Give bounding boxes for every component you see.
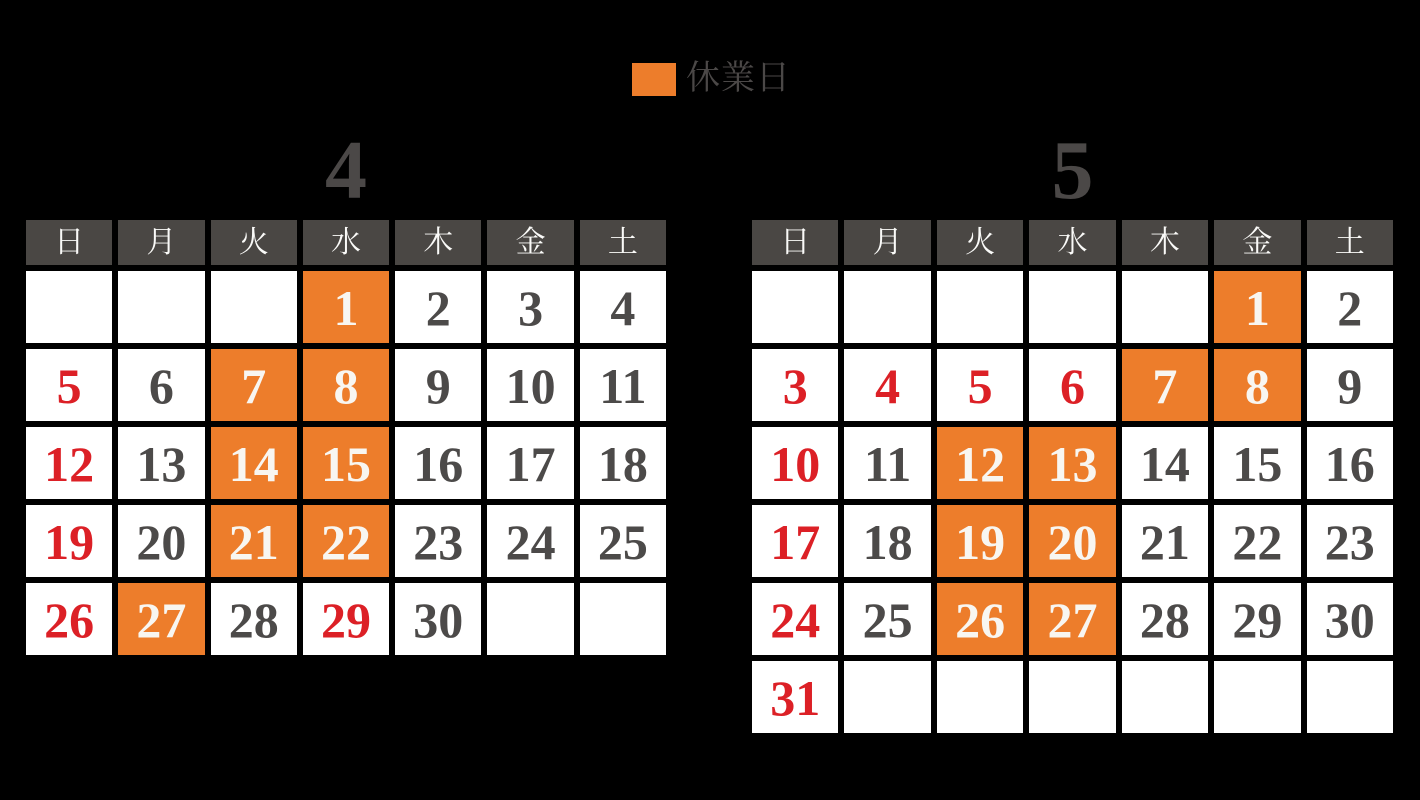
weekday-header: 日 xyxy=(752,220,838,265)
day-cell: 9 xyxy=(1307,349,1393,421)
day-cell: 16 xyxy=(1307,427,1393,499)
day-cell: 1 xyxy=(303,271,389,343)
weekday-header: 土 xyxy=(580,220,666,265)
weekday-header: 火 xyxy=(211,220,297,265)
day-cell: 23 xyxy=(1307,505,1393,577)
day-cell: 5 xyxy=(937,349,1023,421)
empty-cell xyxy=(211,271,297,343)
day-cell: 21 xyxy=(1122,505,1208,577)
weekday-header: 土 xyxy=(1307,220,1393,265)
day-cell: 14 xyxy=(1122,427,1208,499)
day-cell: 26 xyxy=(26,583,112,655)
empty-cell xyxy=(1029,271,1115,343)
empty-cell xyxy=(26,271,112,343)
day-cell: 29 xyxy=(303,583,389,655)
day-cell: 26 xyxy=(937,583,1023,655)
day-cell: 25 xyxy=(580,505,666,577)
weekday-header: 金 xyxy=(487,220,573,265)
day-cell: 14 xyxy=(211,427,297,499)
day-cell: 19 xyxy=(26,505,112,577)
day-cell: 24 xyxy=(752,583,838,655)
day-cell: 30 xyxy=(1307,583,1393,655)
weekday-header: 金 xyxy=(1214,220,1300,265)
day-cell: 23 xyxy=(395,505,481,577)
calendar-april xyxy=(26,220,666,655)
month-title-may: 5 xyxy=(1051,123,1094,217)
day-cell: 3 xyxy=(487,271,573,343)
day-cell: 7 xyxy=(1122,349,1208,421)
empty-cell xyxy=(752,271,838,343)
day-cell: 10 xyxy=(487,349,573,421)
day-cell: 22 xyxy=(303,505,389,577)
empty-cell xyxy=(937,271,1023,343)
day-cell: 10 xyxy=(752,427,838,499)
day-cell: 18 xyxy=(844,505,930,577)
empty-cell xyxy=(487,583,573,655)
day-cell: 12 xyxy=(937,427,1023,499)
day-cell: 15 xyxy=(303,427,389,499)
weekday-header: 月 xyxy=(118,220,204,265)
day-cell: 17 xyxy=(487,427,573,499)
calendar-may xyxy=(752,220,1393,733)
closed-day-legend-label: 休業日 xyxy=(686,60,791,97)
day-cell: 4 xyxy=(844,349,930,421)
day-cell: 8 xyxy=(1214,349,1300,421)
day-cell: 25 xyxy=(844,583,930,655)
day-cell: 13 xyxy=(1029,427,1115,499)
day-cell: 2 xyxy=(395,271,481,343)
weekday-header: 火 xyxy=(937,220,1023,265)
day-cell: 29 xyxy=(1214,583,1300,655)
day-cell: 22 xyxy=(1214,505,1300,577)
day-cell: 28 xyxy=(211,583,297,655)
weekday-header: 水 xyxy=(303,220,389,265)
empty-cell xyxy=(844,661,930,733)
day-cell: 6 xyxy=(118,349,204,421)
day-cell: 20 xyxy=(118,505,204,577)
weekday-header: 月 xyxy=(844,220,930,265)
empty-cell xyxy=(937,661,1023,733)
closed-day-swatch-icon xyxy=(632,63,676,96)
day-cell: 5 xyxy=(26,349,112,421)
day-cell: 8 xyxy=(303,349,389,421)
day-cell: 21 xyxy=(211,505,297,577)
day-cell: 31 xyxy=(752,661,838,733)
day-cell: 28 xyxy=(1122,583,1208,655)
day-cell: 9 xyxy=(395,349,481,421)
day-cell: 13 xyxy=(118,427,204,499)
day-cell: 18 xyxy=(580,427,666,499)
day-cell: 20 xyxy=(1029,505,1115,577)
empty-cell xyxy=(1029,661,1115,733)
day-cell: 2 xyxy=(1307,271,1393,343)
empty-cell xyxy=(118,271,204,343)
day-cell: 17 xyxy=(752,505,838,577)
day-cell: 11 xyxy=(844,427,930,499)
day-cell: 16 xyxy=(395,427,481,499)
empty-cell xyxy=(1122,271,1208,343)
day-cell: 1 xyxy=(1214,271,1300,343)
day-cell: 7 xyxy=(211,349,297,421)
day-cell: 24 xyxy=(487,505,573,577)
day-cell: 19 xyxy=(937,505,1023,577)
weekday-header: 水 xyxy=(1029,220,1115,265)
day-cell: 12 xyxy=(26,427,112,499)
empty-cell xyxy=(1122,661,1208,733)
day-cell: 15 xyxy=(1214,427,1300,499)
day-cell: 27 xyxy=(1029,583,1115,655)
closed-day-legend xyxy=(632,62,791,96)
weekday-header: 木 xyxy=(395,220,481,265)
day-cell: 27 xyxy=(118,583,204,655)
day-cell: 6 xyxy=(1029,349,1115,421)
day-cell: 11 xyxy=(580,349,666,421)
day-cell: 4 xyxy=(580,271,666,343)
day-cell: 3 xyxy=(752,349,838,421)
day-cell: 30 xyxy=(395,583,481,655)
empty-cell xyxy=(844,271,930,343)
month-title-april: 4 xyxy=(325,123,367,217)
empty-cell xyxy=(1307,661,1393,733)
empty-cell xyxy=(580,583,666,655)
empty-cell xyxy=(1214,661,1300,733)
weekday-header: 日 xyxy=(26,220,112,265)
weekday-header: 木 xyxy=(1122,220,1208,265)
